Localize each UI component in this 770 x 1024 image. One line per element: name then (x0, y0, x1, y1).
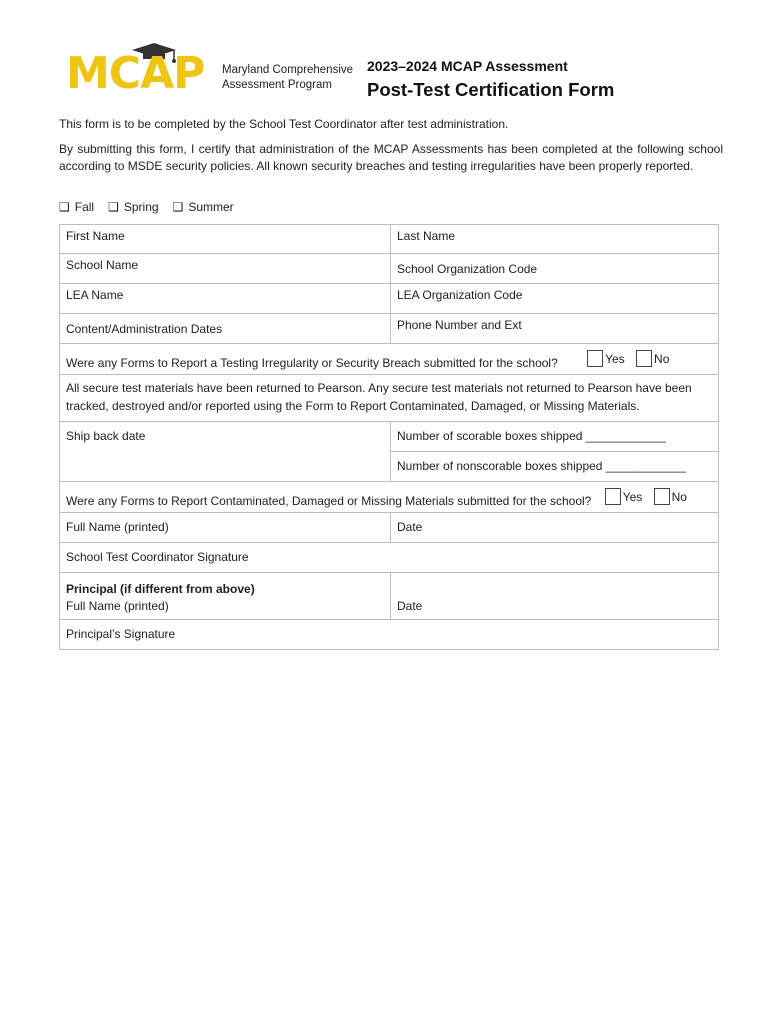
irregularity-question-row: Were any Forms to Report a Testing Irregularity or Security Breach submitted for the school? Yes No (60, 344, 719, 375)
contaminated-question: Were any Forms to Report Contaminated, Damaged or Missing Materials submitted for the school? (66, 494, 592, 508)
materials-note: All secure test materials have been returned to Pearson. Any secure test materials not returned to Pearson have been tracked, destroyed and/or reported using the Form to Report Contaminated, Damaged, or Missing Materials. (60, 375, 719, 422)
certification-table (59, 224, 719, 650)
assessment-year: 2023–2024 MCAP Assessment (367, 58, 568, 74)
school-name-field[interactable]: School Name (60, 254, 391, 284)
irregularity-no-checkbox[interactable] (636, 350, 652, 367)
contaminated-question-row: Were any Forms to Report Contaminated, Damaged or Missing Materials submitted for the school? Yes No (60, 482, 719, 513)
scorable-boxes-field[interactable]: Number of scorable boxes shipped ____________ (391, 422, 719, 452)
principal-date-field[interactable]: Date (391, 573, 719, 620)
logo-wordmark: MCAP (66, 48, 205, 99)
irregularity-question: Were any Forms to Report a Testing Irregularity or Security Breach submitted for the school? (66, 356, 558, 370)
mcap-logo (66, 40, 356, 100)
season-fall[interactable]: ❑ Fall (59, 200, 95, 214)
contaminated-no-checkbox[interactable] (654, 488, 670, 505)
ship-back-date-field[interactable]: Ship back date (60, 422, 391, 482)
checkbox-icon[interactable]: ❑ (59, 200, 70, 214)
first-name-field[interactable]: First Name (60, 225, 391, 254)
checkbox-icon[interactable]: ❑ (108, 200, 119, 214)
certification-text: By submitting this form, I certify that administration of the MCAP Assessments has been completed at the following school according to MSDE security policies. All known security breaches and testing irregularities have been properly reported. (59, 142, 723, 173)
principal-signature-field[interactable]: Principal’s Signature (60, 620, 719, 650)
principal-name-field[interactable] (60, 573, 391, 620)
form-title: Post-Test Certification Form (367, 79, 615, 100)
contaminated-yes-checkbox[interactable] (605, 488, 621, 505)
stc-signature-field[interactable]: School Test Coordinator Signature (60, 543, 719, 573)
nonscorable-boxes-field[interactable]: Number of nonscorable boxes shipped ____________ (391, 452, 719, 482)
content-dates-field[interactable]: Content/Administration Dates (60, 314, 391, 344)
principal-full-name-label: Full Name (printed) (66, 599, 169, 613)
season-spring[interactable]: ❑ Spring (108, 200, 159, 214)
lea-org-code-field[interactable]: LEA Organization Code (391, 284, 719, 314)
last-name-field[interactable]: Last Name (391, 225, 719, 254)
stc-date-field[interactable]: Date (391, 513, 719, 543)
season-summer[interactable]: ❑ Summer (172, 200, 234, 214)
checkbox-icon[interactable]: ❑ (172, 200, 184, 214)
school-org-code-field[interactable]: School Organization Code (391, 254, 719, 284)
irregularity-yes-checkbox[interactable] (587, 350, 603, 367)
season-options (59, 200, 234, 214)
intro-text: This form is to be completed by the School Test Coordinator after test administration. (59, 117, 509, 131)
lea-name-field[interactable]: LEA Name (60, 284, 391, 314)
stc-full-name-field[interactable]: Full Name (printed) (60, 513, 391, 543)
form-header (367, 58, 614, 101)
phone-field[interactable]: Phone Number and Ext (391, 314, 719, 344)
principal-heading: Principal (if different from above) (66, 582, 255, 596)
logo-subtitle-line2: Assessment Program (222, 79, 332, 91)
logo-subtitle-line1: Maryland Comprehensive (222, 64, 354, 76)
